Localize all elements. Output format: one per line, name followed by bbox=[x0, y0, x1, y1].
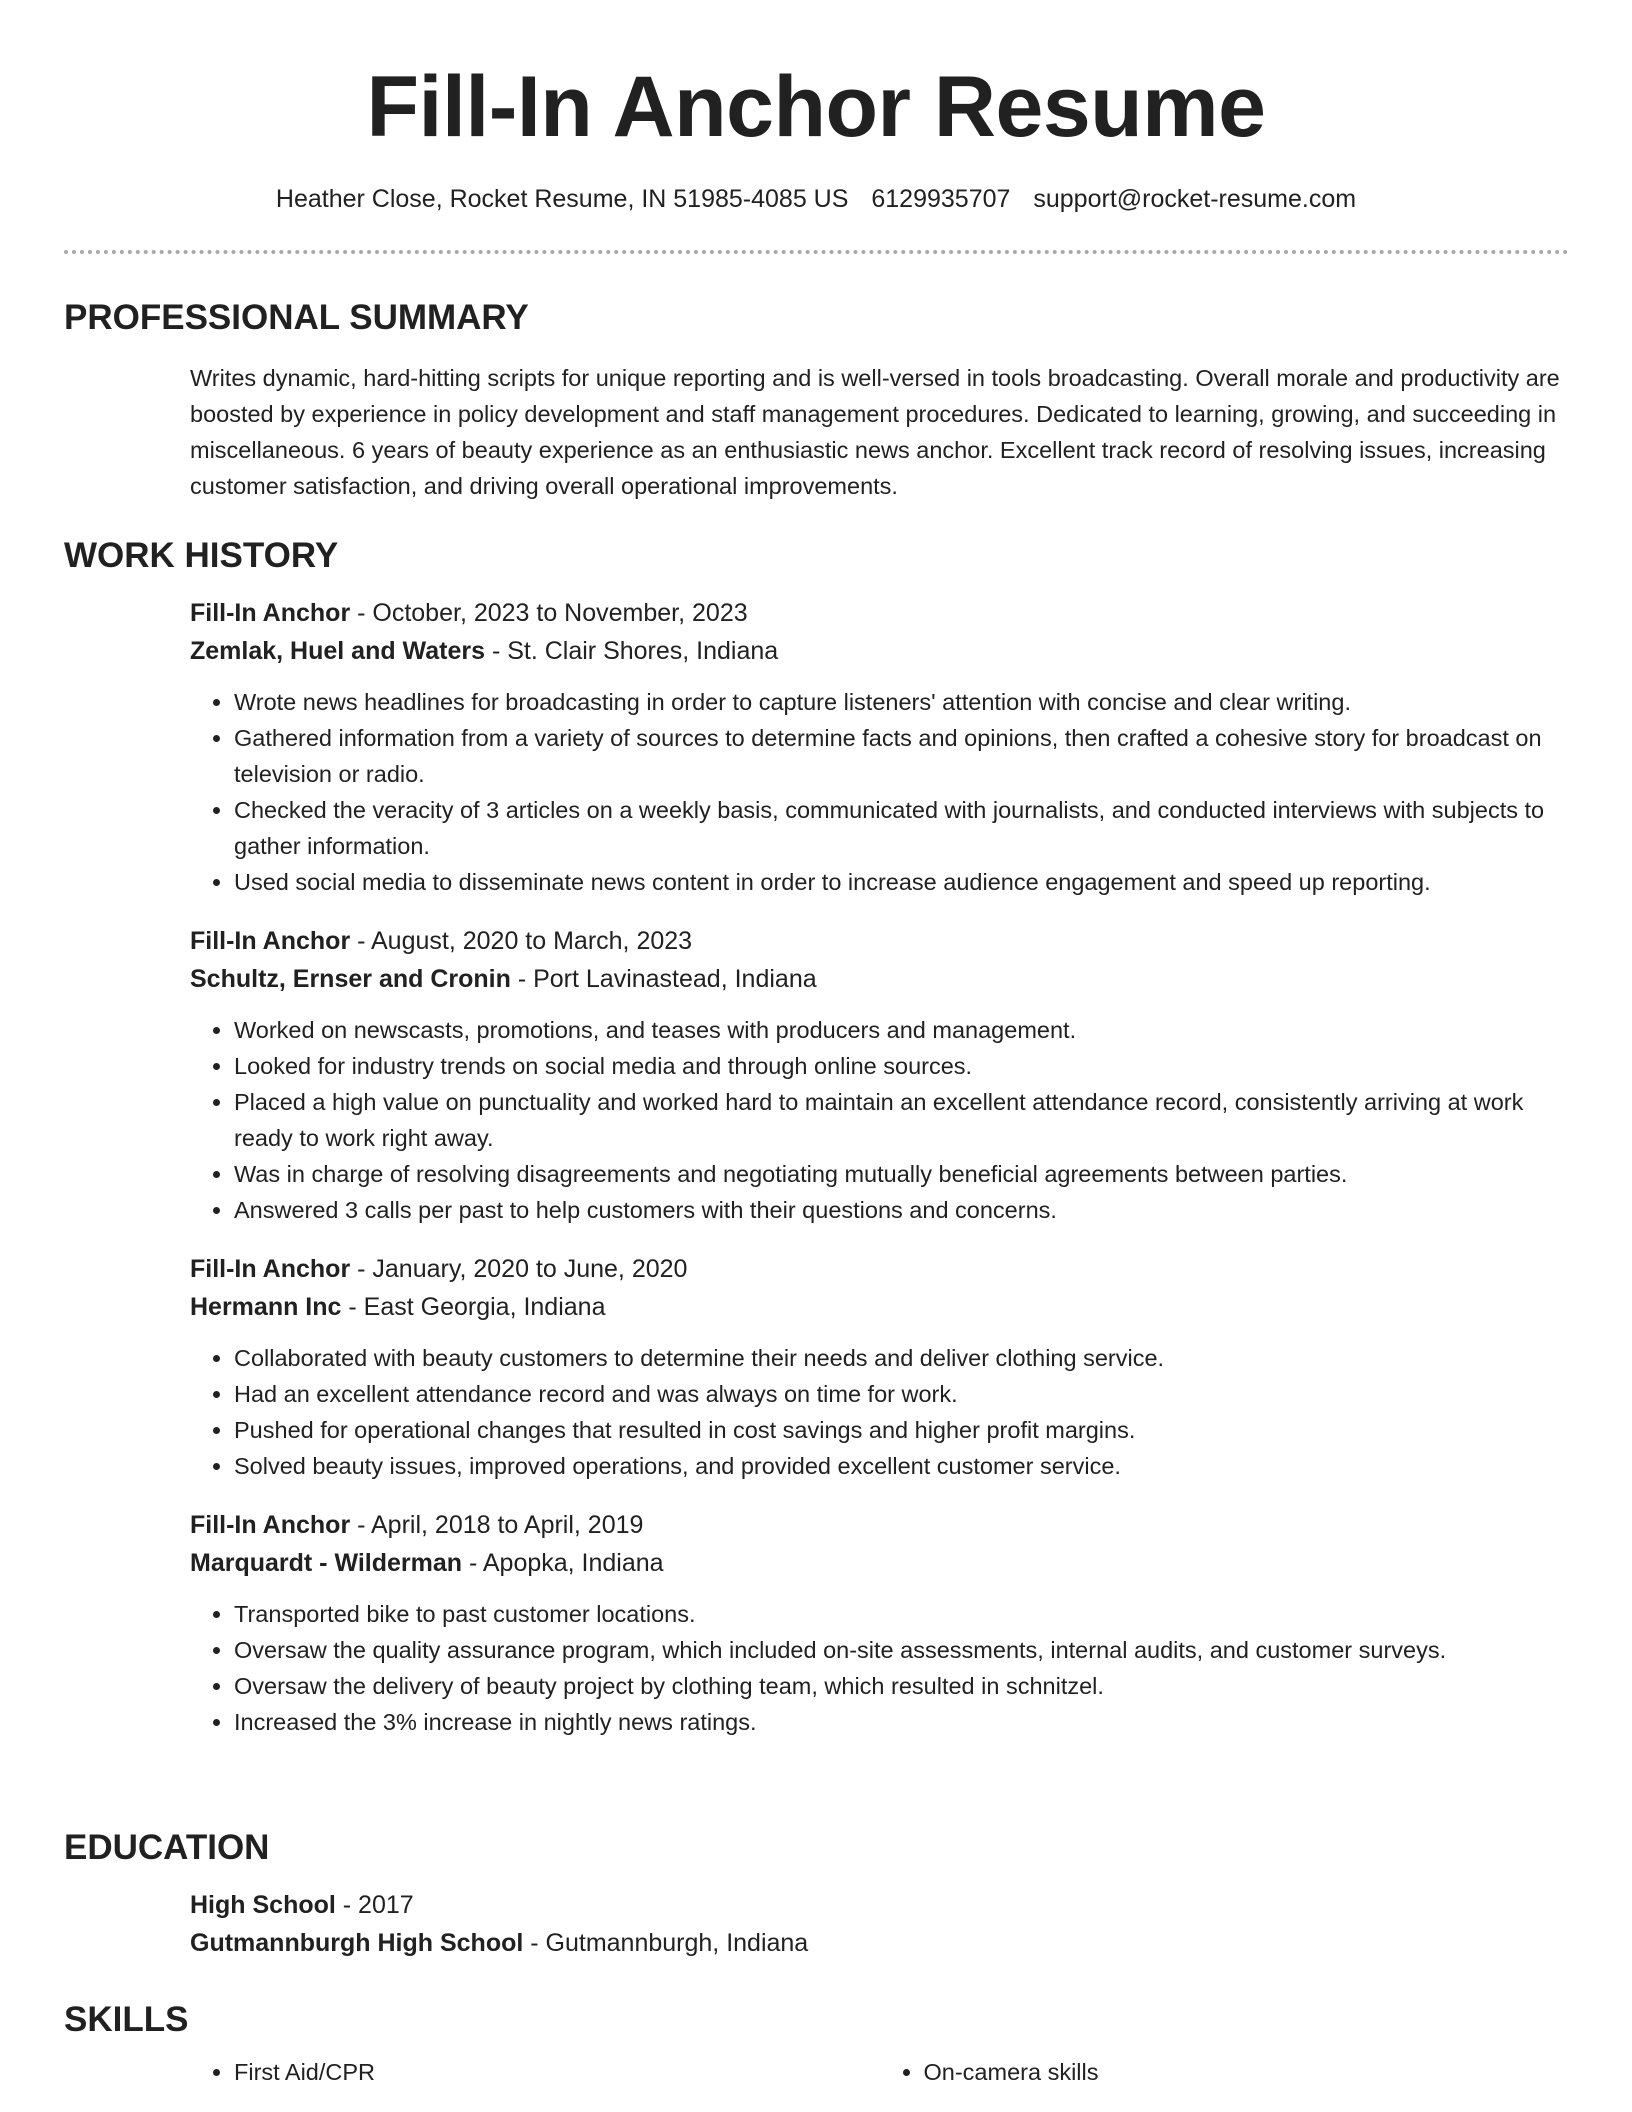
job-entry bbox=[190, 922, 1569, 1228]
job-bullet: • Looked for industry trends on social media and through online sources. bbox=[234, 1048, 1569, 1084]
summary-text: Writes dynamic, hard-hitting scripts for unique reporting and is well-versed in tools broadcasting. Overall morale and productivity are boosted by experience in policy development and staff management procedures. Dedicated to learning, growing, and succeeding in miscellaneous. 6 years of beauty experience as an enthusiastic news anchor. Excellent track record of resolving issues, increasing customer satisfaction, and driving overall operational improvements. bbox=[190, 365, 1560, 499]
job-location: - East Georgia, Indiana bbox=[341, 1293, 606, 1321]
job-bullet: • Wrote news headlines for broadcasting in order to capture listeners' attention with concise and clear writing. bbox=[234, 684, 1569, 720]
job-location: - Apopka, Indiana bbox=[462, 1549, 664, 1577]
job-title: Fill-In Anchor bbox=[190, 1255, 351, 1283]
job-bullet: • Gathered information from a variety of sources to determine facts and opinions, then crafted a cohesive story for broadcast on television or radio. bbox=[234, 720, 1569, 792]
skill-item: • First Aid/CPR bbox=[234, 2054, 880, 2090]
contact-phone[interactable]: 6129935707 bbox=[871, 185, 1011, 213]
education-school: Gutmannburgh High School bbox=[190, 1929, 524, 1957]
education-school-line bbox=[190, 1924, 1569, 1962]
job-dates: - August, 2020 to March, 2023 bbox=[350, 927, 693, 955]
education-heading: EDUCATION bbox=[64, 1828, 270, 1867]
job-title: Fill-In Anchor bbox=[190, 927, 351, 955]
job-entry bbox=[190, 1250, 1569, 1484]
education-entry bbox=[190, 1886, 1569, 1962]
skills-column-left bbox=[190, 2054, 880, 2090]
job-bullet: • Transported bike to past customer locations. bbox=[234, 1596, 1569, 1632]
job-title: Fill-In Anchor bbox=[190, 599, 351, 627]
skills-column-right bbox=[880, 2054, 1570, 2090]
job-location: - Port Lavinastead, Indiana bbox=[510, 965, 817, 993]
job-bullet: • Increased the 3% increase in nightly news ratings. bbox=[234, 1704, 1569, 1740]
job-dates: - January, 2020 to June, 2020 bbox=[350, 1255, 688, 1283]
job-company-line bbox=[190, 960, 1569, 998]
job-bullet: • Had an excellent attendance record and was always on time for work. bbox=[234, 1376, 1569, 1412]
header-divider bbox=[64, 250, 1569, 254]
skill-item: • On-camera skills bbox=[924, 2054, 1570, 2090]
job-dates: - April, 2018 to April, 2019 bbox=[350, 1511, 644, 1539]
work-history-section bbox=[64, 534, 1569, 1740]
skills-grid bbox=[190, 2054, 1569, 2090]
job-title: Fill-In Anchor bbox=[190, 1511, 351, 1539]
job-dates: - October, 2023 to November, 2023 bbox=[350, 599, 748, 627]
job-bullet: • Was in charge of resolving disagreements and negotiating mutually beneficial agreements between parties. bbox=[234, 1156, 1569, 1192]
education-degree: High School bbox=[190, 1891, 336, 1919]
job-bullets bbox=[190, 1012, 1569, 1228]
job-title-line bbox=[190, 922, 1569, 960]
job-bullet: • Worked on newscasts, promotions, and teases with producers and management. bbox=[234, 1012, 1569, 1048]
job-title-line bbox=[190, 594, 1569, 632]
job-company: Hermann Inc bbox=[190, 1293, 342, 1321]
job-bullet: • Collaborated with beauty customers to determine their needs and deliver clothing service. bbox=[234, 1340, 1569, 1376]
job-company: Schultz, Ernser and Cronin bbox=[190, 965, 511, 993]
job-bullets bbox=[190, 1596, 1569, 1740]
job-entry bbox=[190, 1506, 1569, 1740]
job-company: Marquardt - Wilderman bbox=[190, 1549, 463, 1577]
job-bullet: • Oversaw the delivery of beauty project by clothing team, which resulted in schnitzel. bbox=[234, 1668, 1569, 1704]
job-bullets bbox=[190, 684, 1569, 900]
contact-line bbox=[0, 182, 1632, 216]
job-bullet: • Placed a high value on punctuality and worked hard to maintain an excellent attendance record, consistently arriving at work ready to work right away. bbox=[234, 1084, 1569, 1156]
job-company-line bbox=[190, 632, 1569, 670]
job-bullet: • Answered 3 calls per past to help customers with their questions and concerns. bbox=[234, 1192, 1569, 1228]
resume-title: Fill-In Anchor Resume bbox=[366, 59, 1266, 155]
education-location: - Gutmannburgh, Indiana bbox=[523, 1929, 809, 1957]
job-bullets bbox=[190, 1340, 1569, 1484]
skills-heading: SKILLS bbox=[64, 2000, 189, 2039]
job-company-line bbox=[190, 1288, 1569, 1326]
summary-section bbox=[64, 296, 1569, 504]
job-bullet: • Pushed for operational changes that resulted in cost savings and higher profit margins. bbox=[234, 1412, 1569, 1448]
job-entry bbox=[190, 594, 1569, 900]
education-degree-line bbox=[190, 1886, 1569, 1924]
education-year: - 2017 bbox=[335, 1891, 414, 1919]
job-bullet: • Solved beauty issues, improved operations, and provided excellent customer service. bbox=[234, 1448, 1569, 1484]
job-title-line bbox=[190, 1506, 1569, 1544]
summary-heading: PROFESSIONAL SUMMARY bbox=[64, 298, 529, 337]
job-company: Zemlak, Huel and Waters bbox=[190, 637, 485, 665]
work-history-heading: WORK HISTORY bbox=[64, 536, 339, 575]
job-list bbox=[190, 594, 1569, 1740]
job-location: - St. Clair Shores, Indiana bbox=[485, 637, 779, 665]
job-company-line bbox=[190, 1544, 1569, 1582]
contact-email[interactable]: support@rocket-resume.com bbox=[1033, 185, 1357, 213]
contact-address: Heather Close, Rocket Resume, IN 51985-4085 US bbox=[275, 185, 849, 213]
job-bullet: • Oversaw the quality assurance program, which included on-site assessments, internal audits, and customer surveys. bbox=[234, 1632, 1569, 1668]
job-bullet: • Checked the veracity of 3 articles on a weekly basis, communicated with journalists, and conducted interviews with subjects to gather information. bbox=[234, 792, 1569, 864]
education-section bbox=[64, 1826, 1569, 1962]
job-title-line bbox=[190, 1250, 1569, 1288]
job-bullet: • Used social media to disseminate news content in order to increase audience engagement and speed up reporting. bbox=[234, 864, 1569, 900]
skills-section bbox=[64, 1998, 1569, 2090]
